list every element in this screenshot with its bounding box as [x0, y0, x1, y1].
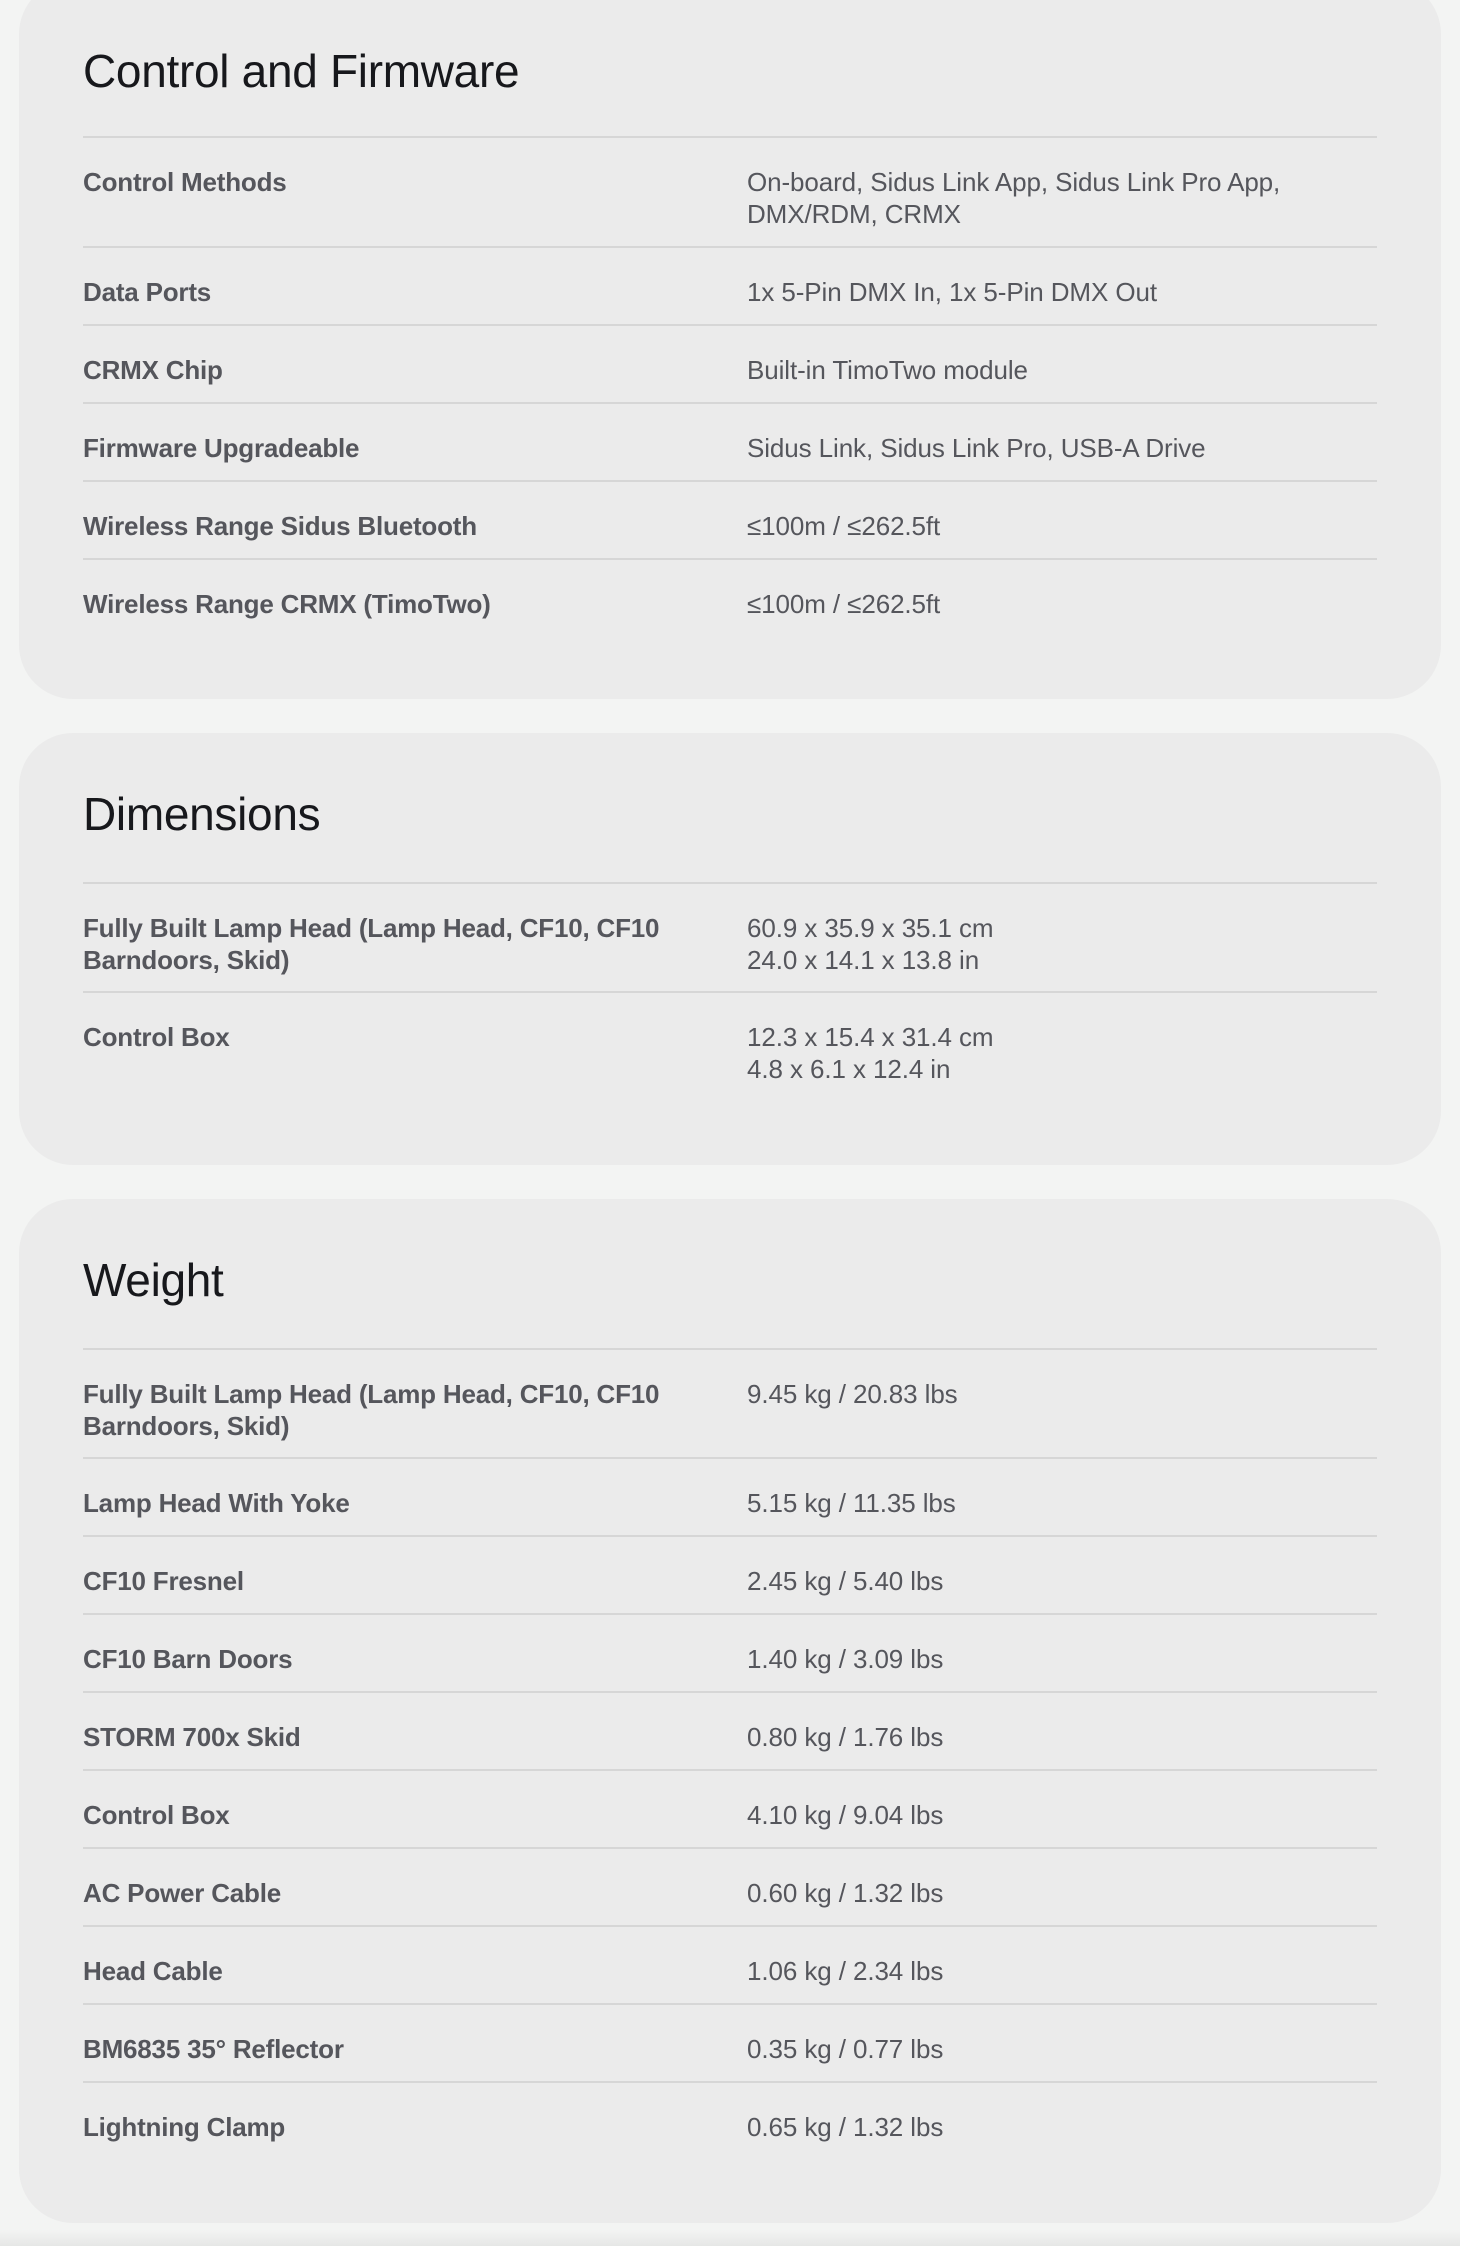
spec-value: 0.60 kg / 1.32 lbs: [747, 1878, 944, 1908]
spec-list: [83, 136, 1377, 638]
spec-label: AC Power Cable: [83, 1878, 282, 1908]
spec-label: CF10 Barn Doors: [83, 1644, 293, 1674]
control-firmware-card: [19, 0, 1441, 699]
spec-label: Control Box: [83, 1800, 230, 1830]
dimensions-card: [19, 733, 1441, 1165]
spec-label: Wireless Range Sidus Bluetooth: [83, 511, 477, 541]
spec-value: Sidus Link, Sidus Link Pro, USB-A Drive: [747, 433, 1206, 463]
spec-label: Data Ports: [83, 277, 212, 307]
spec-value: 1.06 kg / 2.34 lbs: [747, 1956, 944, 1986]
spec-label: Wireless Range CRMX (TimoTwo): [83, 589, 491, 619]
spec-row-bm6835-reflector: [83, 2005, 1377, 2083]
spec-label: BM6835 35° Reflector: [83, 2034, 344, 2064]
spec-value: 1.40 kg / 3.09 lbs: [747, 1644, 944, 1674]
spec-row-fully-built-lamp-head: [83, 1350, 1377, 1459]
spec-label: Control Box: [83, 1022, 230, 1052]
spec-label: Firmware Upgradeable: [83, 433, 360, 463]
spec-row-firmware-upgradeable: [83, 404, 1377, 482]
spec-value: 5.15 kg / 11.35 lbs: [747, 1488, 956, 1518]
spec-value: ≤100m / ≤262.5ft: [747, 589, 941, 619]
spec-row-control-methods: [83, 138, 1377, 248]
section-title: Weight: [83, 1254, 224, 1306]
spec-value: 0.35 kg / 0.77 lbs: [747, 2034, 944, 2064]
spec-row-crmx-chip: [83, 326, 1377, 404]
spec-value: 4.10 kg / 9.04 lbs: [747, 1800, 944, 1830]
weight-card: [19, 1199, 1441, 2223]
spec-value: 12.3 x 15.4 x 31.4 cm 4.8 x 6.1 x 12.4 in: [747, 1022, 994, 1084]
spec-label: Control Methods: [83, 167, 287, 197]
spec-value: 0.65 kg / 1.32 lbs: [747, 2112, 944, 2142]
spec-row-cf10-barn-doors: [83, 1615, 1377, 1693]
spec-value: ≤100m / ≤262.5ft: [747, 511, 941, 541]
spec-row-control-box: [83, 1771, 1377, 1849]
spec-row-lamp-head-with-yoke: [83, 1459, 1377, 1537]
bottom-edge: [0, 2230, 1460, 2246]
spec-label: Lamp Head With Yoke: [83, 1488, 350, 1518]
section-title: Dimensions: [83, 788, 321, 840]
spec-row-wireless-crmx: [83, 560, 1377, 638]
section-title: Control and Firmware: [83, 45, 520, 97]
spec-value: 9.45 kg / 20.83 lbs: [747, 1379, 958, 1409]
spec-label: STORM 700x Skid: [83, 1722, 301, 1752]
spec-value: Built-in TimoTwo module: [747, 355, 1028, 385]
spec-row-head-cable: [83, 1927, 1377, 2005]
spec-label: Lightning Clamp: [83, 2112, 286, 2142]
spec-list: [83, 882, 1377, 1102]
spec-value: 60.9 x 35.9 x 35.1 cm 24.0 x 14.1 x 13.8 in: [747, 913, 994, 975]
spec-label: Head Cable: [83, 1956, 223, 1986]
spec-row-lightning-clamp: [83, 2083, 1377, 2161]
spec-value: On-board, Sidus Link App, Sidus Link Pro App, DMX/RDM, CRMX: [747, 167, 1281, 229]
spec-value: 1x 5-Pin DMX In, 1x 5-Pin DMX Out: [747, 277, 1157, 307]
spec-list: [83, 1348, 1377, 2161]
spec-label: CRMX Chip: [83, 355, 223, 385]
spec-label: Fully Built Lamp Head (Lamp Head, CF10, CF10 Barndoors, Skid): [83, 1379, 660, 1441]
spec-label: CF10 Fresnel: [83, 1566, 244, 1596]
spec-value: 2.45 kg / 5.40 lbs: [747, 1566, 944, 1596]
spec-row-fully-built-lamp-head: [83, 884, 1377, 993]
spec-row-storm-skid: [83, 1693, 1377, 1771]
spec-row-control-box: [83, 993, 1377, 1102]
spec-row-cf10-fresnel: [83, 1537, 1377, 1615]
spec-value: 0.80 kg / 1.76 lbs: [747, 1722, 944, 1752]
spec-row-data-ports: [83, 248, 1377, 326]
spec-label: Fully Built Lamp Head (Lamp Head, CF10, CF10 Barndoors, Skid): [83, 913, 660, 975]
spec-row-wireless-bluetooth: [83, 482, 1377, 560]
spec-row-ac-power-cable: [83, 1849, 1377, 1927]
